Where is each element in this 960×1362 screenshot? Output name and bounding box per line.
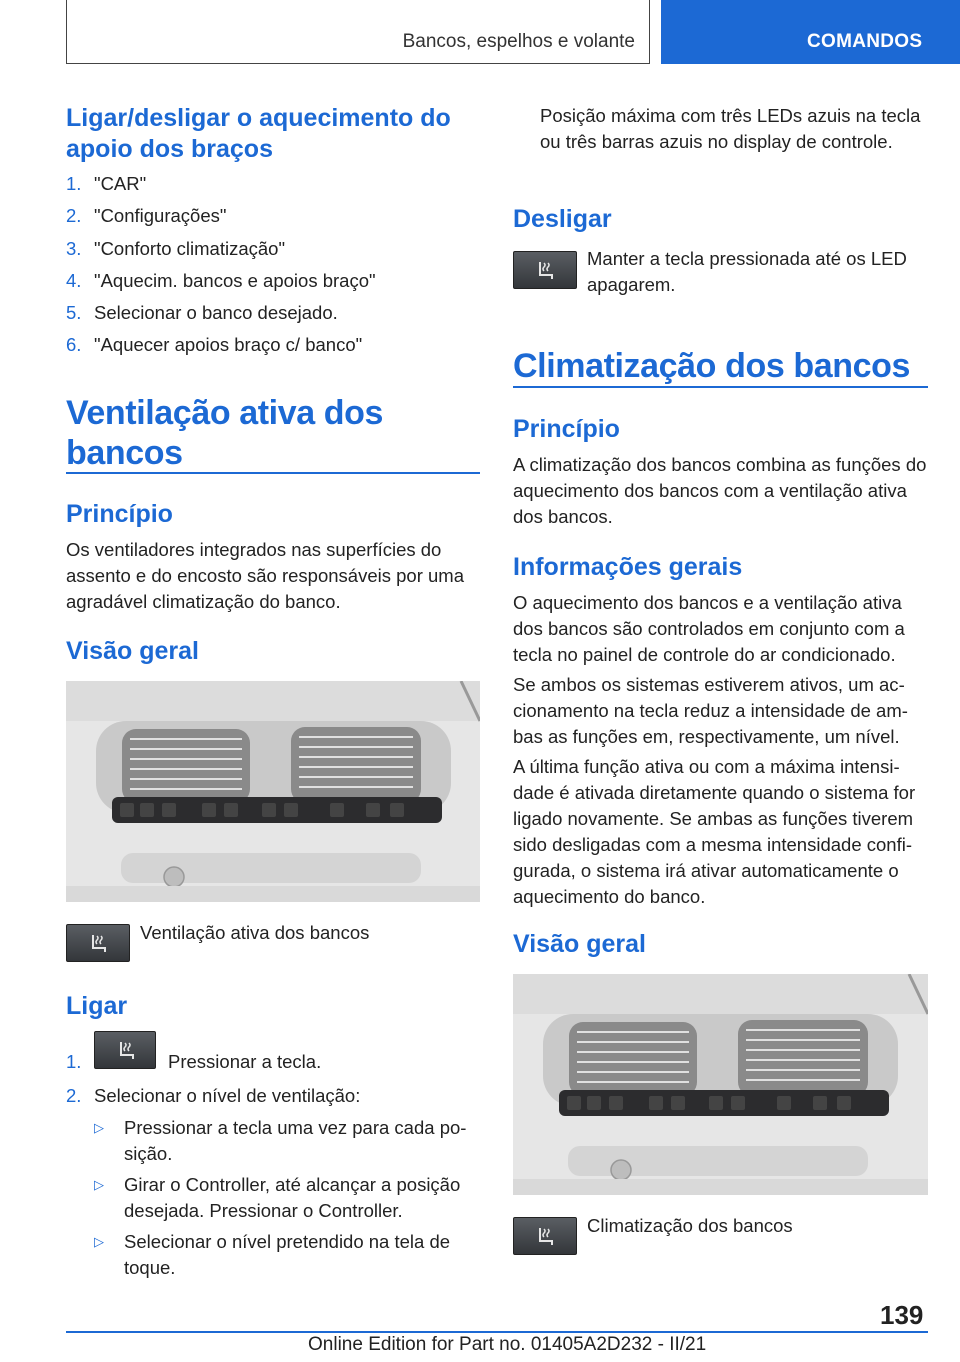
- off-text: Manter a tecla pressionada até os LED apagarem.: [587, 248, 907, 295]
- general-p1: O aquecimento dos bancos e a ventilação ativa dos bancos são controlados em conjunto com a tecla no painel de controle do ar condicionado.: [513, 592, 905, 665]
- vent-principle-text: Os ventiladores integrados nas superfícies do assento e do encosto são responsáveis por uma agradável climatização do banco.: [66, 539, 464, 612]
- footer-edition: Online Edition for Part no. 01405A2D232 - II/21: [308, 1334, 707, 1355]
- climate-title: Climatização dos bancos: [513, 347, 911, 385]
- page-number: 139: [880, 1300, 924, 1330]
- seat-ventilation-button-inline: [94, 1031, 156, 1069]
- header-section-title: Bancos, espelhos e volante: [402, 31, 635, 52]
- off-heading: Desligar: [513, 205, 612, 233]
- vent-overview-heading: Visão geral: [66, 637, 199, 665]
- seat-ventilation-button-image: [66, 924, 130, 962]
- seat-ventilation-icon: [534, 259, 558, 283]
- vent-caption: Ventilação ativa dos bancos: [140, 922, 370, 943]
- header-section-box: [66, 0, 650, 64]
- climate-overview-heading: Visão geral: [513, 930, 646, 958]
- climate-principle-text: A climatização dos bancos combina as funções do aquecimento dos bancos com a ventilação ativa dos bancos.: [513, 454, 927, 527]
- seat-climate-button-image: [513, 1217, 577, 1255]
- vent-principle-heading: Princípio: [66, 500, 173, 528]
- climate-overview-photo: [513, 974, 928, 1195]
- climate-title-rule: [513, 386, 928, 388]
- climate-caption: Climatização dos bancos: [587, 1215, 793, 1236]
- vent-title-rule: [66, 472, 480, 474]
- header-chapter-label: COMANDOS: [807, 31, 923, 52]
- seat-ventilation-button-off: [513, 251, 577, 289]
- seat-ventilation-icon: [534, 1225, 558, 1249]
- on-heading: Ligar: [66, 992, 128, 1020]
- general-p2: Se ambos os sistemas estiverem ativos, um accionamento na tecla reduz a intensidade de ambas as funções em, respectivamente, um nível.: [513, 674, 908, 747]
- header-chapter-tab[interactable]: [661, 0, 960, 64]
- vent-overview-photo: [66, 681, 480, 902]
- armrest-heading: Ligar/desligar o aquecimento do apoio dos braços: [66, 104, 451, 163]
- general-heading: Informações gerais: [513, 553, 743, 581]
- max-position-text: Posição máxima com três LEDs azuis na tecla ou três barras azuis no display de controle.: [540, 105, 921, 152]
- footer-rule: [66, 1331, 928, 1333]
- seat-ventilation-icon: [87, 932, 111, 956]
- general-p3: A última função ativa ou com a máxima intensidade é ativada diretamente quando o sistema for ligado novamente. Se ambas as funções tiverem sido desligadas com a mesma intensidade configurada, o sistema irá ativar automaticamente o aquecimento do banco.: [513, 756, 916, 907]
- vent-title: Ventilação ativa dos bancos: [66, 394, 384, 472]
- seat-ventilation-icon: [115, 1039, 139, 1063]
- climate-principle-heading: Princípio: [513, 415, 620, 443]
